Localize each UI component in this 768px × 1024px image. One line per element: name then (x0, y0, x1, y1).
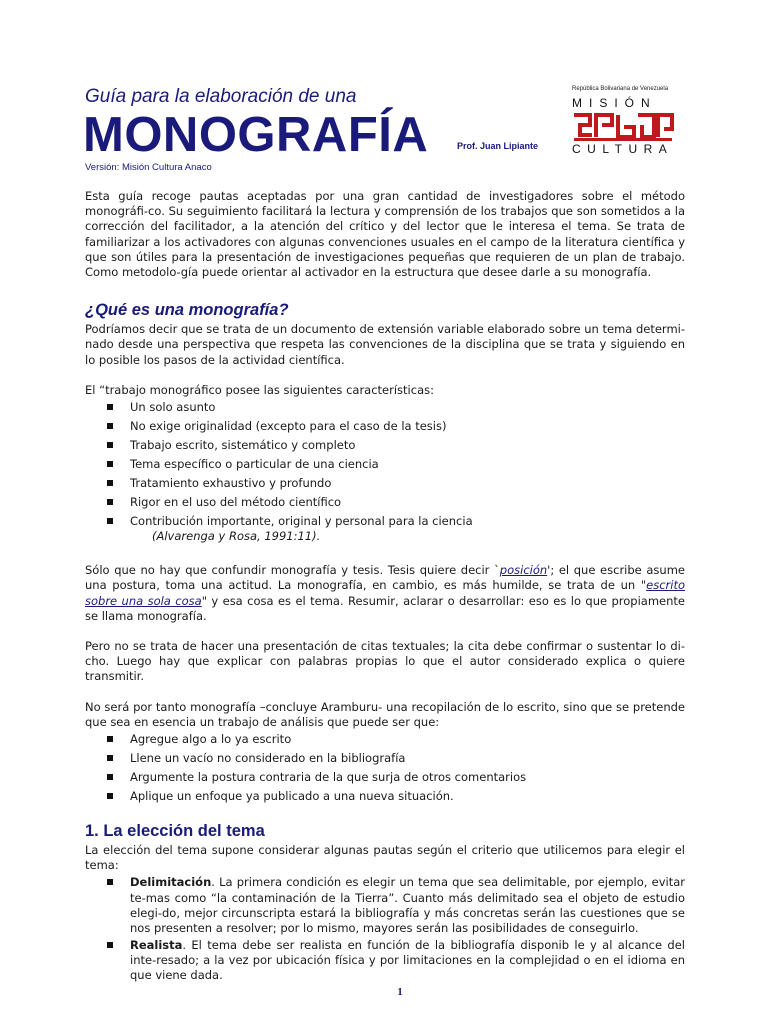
characteristics-list (85, 400, 685, 544)
list-item: Contribución importante, original y personal para la ciencia (Alvarenga y Rosa, 1991:11). (85, 514, 685, 544)
version-line: Versión: Misión Cultura Anaco (85, 162, 212, 173)
bullet-icon (107, 736, 113, 742)
list-item: Agregue algo a lo ya escrito (85, 732, 685, 747)
escrito-link[interactable]: escrito sobre una sola cosa (85, 578, 685, 608)
section-heading-eleccion: 1. La elección del tema (85, 822, 265, 841)
citation: (Alvarenga y Rosa, 1991:11). (152, 529, 321, 544)
list-item: Rigor en el uso del método científico (85, 495, 685, 510)
bullet-icon (107, 404, 113, 410)
criteria-list (85, 875, 685, 983)
tesis-paragraph: Sólo que no hay que confundir monografía y tesis. Tesis quiere decir `posición'; el que escribe asume una postura, toma una actitud. La monografía, en cambio, es más humilde, se trata de un "escrito sobre una sola cosa" y esa cosa es el tema. Resumir, aclarar o desarrollar: eso es lo que propiamente se llama monografía. (85, 563, 686, 623)
bullet-icon (107, 461, 113, 467)
characteristics-intro: El “trabajo monográfico posee las siguientes características: (85, 382, 434, 397)
list-item: Un solo asunto (85, 400, 685, 415)
section-heading-que-es: ¿Qué es una monografía? (85, 301, 289, 320)
list-item: Tema específico o particular de una ciencia (85, 457, 685, 472)
bullet-icon (107, 774, 113, 780)
bullet-icon (107, 755, 113, 761)
mision-cultura-logo (570, 86, 685, 158)
logo-country-text: República Bolivariana de Venezuela (572, 86, 669, 92)
logo-pattern-icon (572, 111, 674, 141)
document-subtitle: Guía para la elaboración de una (85, 86, 357, 107)
document-title: MONOGRAFÍA (83, 108, 429, 162)
list-item: Tratamiento exhaustivo y profundo (85, 476, 685, 491)
bullet-icon (107, 423, 113, 429)
list-item: No exige originalidad (excepto para el caso de la tesis) (85, 419, 685, 434)
bullet-icon (107, 480, 113, 486)
bullet-icon (107, 879, 113, 885)
eleccion-paragraph: La elección del tema supone considerar algunas pautas según el criterio que utilicemos para elegir el tema: (85, 843, 685, 873)
list-item: Trabajo escrito, sistemático y completo (85, 438, 685, 453)
intro-paragraph: Esta guía recoge pautas aceptadas por una gran cantidad de investigadores sobre el método monográfi-co. Su seguimiento facilitará la lectura y comprensión de los trabajos que son sometidos a la corrección del facilitador, a la atención del crítico y del lector que le interesa el tema. Se trata de familiarizar a los activadores con algunas convenciones usuales en el campo de la literatura científica y que son útiles para la presentación de investigaciones pequeñas que requieren de un plan de trabajo. Como metodolo-gía puede orientar al activador en la estructura que desee darle a su monografía. (85, 189, 685, 280)
list-item: Argumente la postura contraria de la que surja de otros comentarios (85, 770, 685, 785)
page-number: 1 (397, 986, 403, 998)
bullet-icon (107, 942, 113, 948)
list-item: Delimitación. La primera condición es elegir un tema que sea delimitable, por ejemplo, evitar te-mas como “la contaminación de la Tierra”. Cuanto más delimitado sea el objeto de estudio elegi-do, mejor circunscripta estará la bibliografía y más concretas serán las cuestiones que se nos presenten a resolver; por lo mismo, mayores serán las posibilidades de conseguirlo. (85, 875, 685, 936)
posicion-link[interactable]: posición (499, 563, 548, 578)
citas-paragraph: Pero no se trata de hacer una presentación de citas textuales; la cita debe confirmar o sustentar lo di-cho. Luego hay que explicar con palabras propias lo que el autor considerado explica o quiere transmitir. (85, 639, 685, 684)
bullet-icon (107, 499, 113, 505)
bullet-icon (107, 518, 113, 524)
bullet-icon (107, 442, 113, 448)
logo-word-mision: MISIÓN (572, 96, 657, 110)
list-item: Llene un vacío no considerado en la bibliografía (85, 751, 685, 766)
list-item: Aplique un enfoque ya publicado a una nueva situación. (85, 789, 685, 804)
list-item: Realista. El tema debe ser realista en función de la bibliografía disponib le y al alcance del inte-resado; a la vez por ubicación física y por limitaciones en la complejidad o en el idioma en que viene dada. (85, 938, 685, 984)
logo-word-cultura: CULTURA (572, 142, 674, 156)
aramburu-paragraph: No será por tanto monografía –concluye Aramburu- una recopilación de lo escrito, sino que se pretende que sea en esencia un trabajo de análisis que puede ser que: (85, 699, 685, 729)
analysis-list (85, 732, 685, 804)
definition-paragraph: Podríamos decir que se trata de un documento de extensión variable elaborado sobre un tema determi-nado desde una perspectiva que respeta las convenciones de la disciplina que se trata y siguiendo en lo posible los pasos de la actividad científica. (85, 322, 686, 367)
author-name: Prof. Juan Lipiante (457, 141, 539, 151)
bullet-icon (107, 793, 113, 799)
document-body (85, 189, 685, 985)
